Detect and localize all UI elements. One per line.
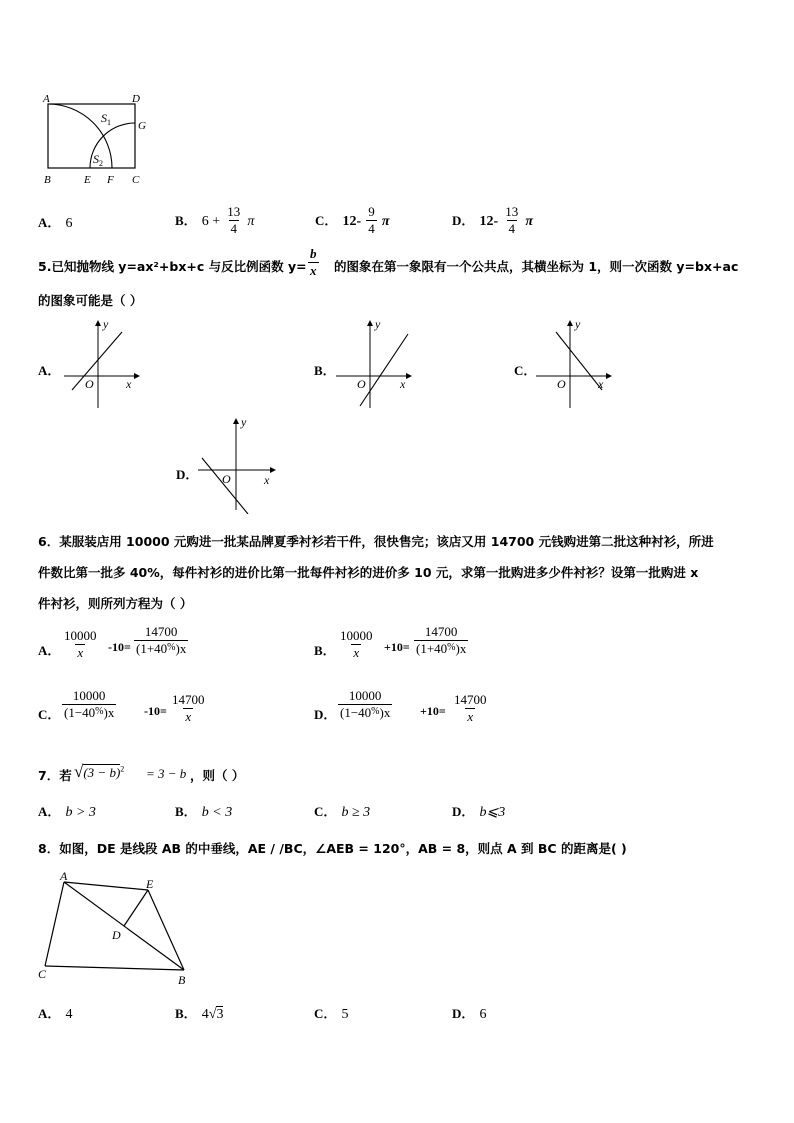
svg-text:y: y [241,415,247,429]
q6-option-c[interactable] [38,688,278,734]
option-text: 4 [65,1007,73,1022]
svg-text:x: x [264,473,270,487]
option-pre: 12- [342,214,362,229]
option-label: A． [38,215,61,230]
option-fraction: $\frac{9}{4}$ [368,204,375,236]
svg-text:y: y [575,317,581,331]
left-fraction: $\frac{10000}{x}$ [340,628,373,660]
option-text: 5 [341,1007,349,1022]
svg-text:x: x [126,377,132,391]
option-label: C． [314,804,337,819]
q8-label-a: A [60,869,68,883]
pi-symbol: π [381,214,390,229]
graph-line [72,332,122,390]
option-label: B． [175,804,197,819]
pi-symbol: π [247,214,255,229]
q8-label-d: D [112,928,121,942]
q5-stem-line2: 的图象可能是（ ） [38,293,143,308]
left-fraction: $\frac{10000}{(1-40^{\%})x}$ [62,688,116,723]
q5-stem-line1 [38,246,768,282]
option-label: B． [175,1006,197,1021]
q4-option-d[interactable] [452,204,533,237]
q7-option-c[interactable] [314,801,370,821]
option-label: D． [314,707,337,722]
q4-label-s1: $S_1$ [101,111,111,127]
q7-option-d[interactable] [452,801,505,821]
segment-cb [45,966,184,970]
option-label: C． [315,213,338,228]
pi-symbol: π [525,214,533,229]
q4-options [38,204,758,240]
svg-text:O: O [357,377,366,391]
option-label: B． [175,213,197,228]
q4-option-c[interactable] [315,204,390,237]
q8-figure [34,868,204,990]
q5-option-d-graph[interactable] [196,414,280,514]
q4-label-e: E [84,174,91,186]
option-text: b < 3 [201,805,233,820]
option-label: A． [38,804,61,819]
q7-option-b[interactable] [175,801,232,821]
sqrt-symbol: √ [208,1007,217,1022]
left-fraction: $\frac{10000}{(1-40^{\%})x}$ [338,688,392,723]
q5-fraction: $\frac{b}{x}$ [310,246,317,278]
option-label: C． [314,1006,337,1021]
right-fraction: $\frac{14700}{(1+40^{\%})x}$ [414,624,468,659]
option-label: D． [452,1006,475,1021]
option-label: A． [38,643,61,658]
q5-option-a-graph[interactable] [62,316,142,412]
q7-rhs: = 3 − b [146,766,187,781]
q8-label-c: C [38,967,47,981]
q8-label-e: E [146,877,154,891]
right-fraction: $\frac{14700}{(1+40^{\%})x}$ [134,624,188,659]
q7-suffix: ，则（ ） [190,768,245,783]
left-fraction: $\frac{10000}{x}$ [64,628,97,660]
segment-eb [148,890,184,970]
operator: +10= [384,640,410,654]
q5-option-c-graph[interactable] [534,316,614,412]
q4-label-f: F [107,174,114,186]
option-text: b > 3 [65,805,96,820]
q4-figure [38,90,158,190]
option-fraction: $\frac{13}{4}$ [227,204,241,236]
operator: -10= [144,704,167,718]
segment-ac [45,882,64,966]
option-pre: 12- [479,214,499,229]
right-fraction: $\frac{14700}{x}$ [172,692,205,724]
graph-line [202,458,248,514]
segment-ae [64,882,148,890]
q6-option-b[interactable] [314,624,554,670]
option-label: D． [452,213,475,228]
q6-stem-line1: 6．某服装店用 10000 元购进一批某品牌夏季衬衫若干件，很快售完；该店又用 14700 元钱购进第二批这种衬衫，所进 [38,534,714,549]
svg-text:y: y [103,317,109,331]
q7-prefix: 7．若 [38,768,72,783]
svg-text:O: O [222,472,231,486]
q8-label-b: B [178,973,186,987]
q8-stem: 8．如图，DE 是线段 AB 的中垂线，AE / /BC，∠AEB = 120°，AB = 8，则点 A 到 BC 的距离是( ) [38,841,627,856]
q8-option-d[interactable] [452,1003,486,1023]
q7-stem [38,762,338,786]
q4-option-b[interactable] [175,204,254,237]
q7-sqrt: $√(3 - b)^2$ [74,762,125,781]
q6-option-a[interactable] [38,624,278,670]
q5-stem-part2: 的图象在第一象限有一个公共点，其横坐标为 1，则一次函数 y=bx+ac [334,259,739,274]
q4-option-a[interactable] [38,212,72,232]
option-label: B． [314,643,336,658]
q6-option-d[interactable] [314,688,554,734]
q5-option-c-label[interactable]: C． [514,363,537,378]
right-fraction: $\frac{14700}{x}$ [454,692,487,724]
operator: +10= [420,704,446,718]
q5-stem-part1: 5.已知抛物线 y=ax²+bx+c 与反比例函数 y= [38,259,307,274]
svg-text:O: O [557,377,566,391]
operator: -10= [108,640,131,654]
q5-option-b-graph[interactable] [334,316,414,412]
q5-option-d-label[interactable]: D． [176,467,199,482]
svg-text:y: y [375,317,381,331]
option-text: 4 [201,1007,209,1022]
svg-text:x: x [400,377,406,391]
q4-label-g: G [138,120,146,132]
option-text: b⩽3 [479,805,506,820]
q4-label-s2: $S_2$ [93,152,103,168]
q4-label-c: C [132,174,140,186]
option-label: C． [38,707,61,722]
q7-option-a[interactable] [38,801,96,821]
q5-option-a-label[interactable]: A． [38,363,61,378]
q4-label-d: D [132,93,140,105]
option-text: 6 [479,1007,487,1022]
q8-option-a[interactable] [38,1003,72,1023]
q6-stem-line2: 件数比第一批多 40%，每件衬衫的进价比第一批每件衬衫的进价多 10 元，求第一批购进多少件衬衫？设第一批购进 x [38,565,699,580]
q4-label-b: B [44,174,51,186]
q8-option-b[interactable] [175,1003,223,1023]
q5-option-b-label[interactable]: B． [314,363,336,378]
option-label: A． [38,1006,61,1021]
option-radicand: 3 [216,1007,224,1022]
q6-stem-line3: 件衬衫，则所列方程为（ ） [38,596,193,611]
option-pre: 6 + [201,214,221,229]
option-text: 6 [65,216,73,231]
svg-text:O: O [85,377,94,391]
option-label: D． [452,804,475,819]
option-fraction: $\frac{13}{4}$ [505,204,519,236]
q4-label-a: A [43,93,50,105]
option-text: b ≥ 3 [341,805,371,820]
q8-option-c[interactable] [314,1003,348,1023]
svg-text:x: x [598,377,604,391]
graph-line [360,334,408,406]
segment-de [124,890,148,926]
